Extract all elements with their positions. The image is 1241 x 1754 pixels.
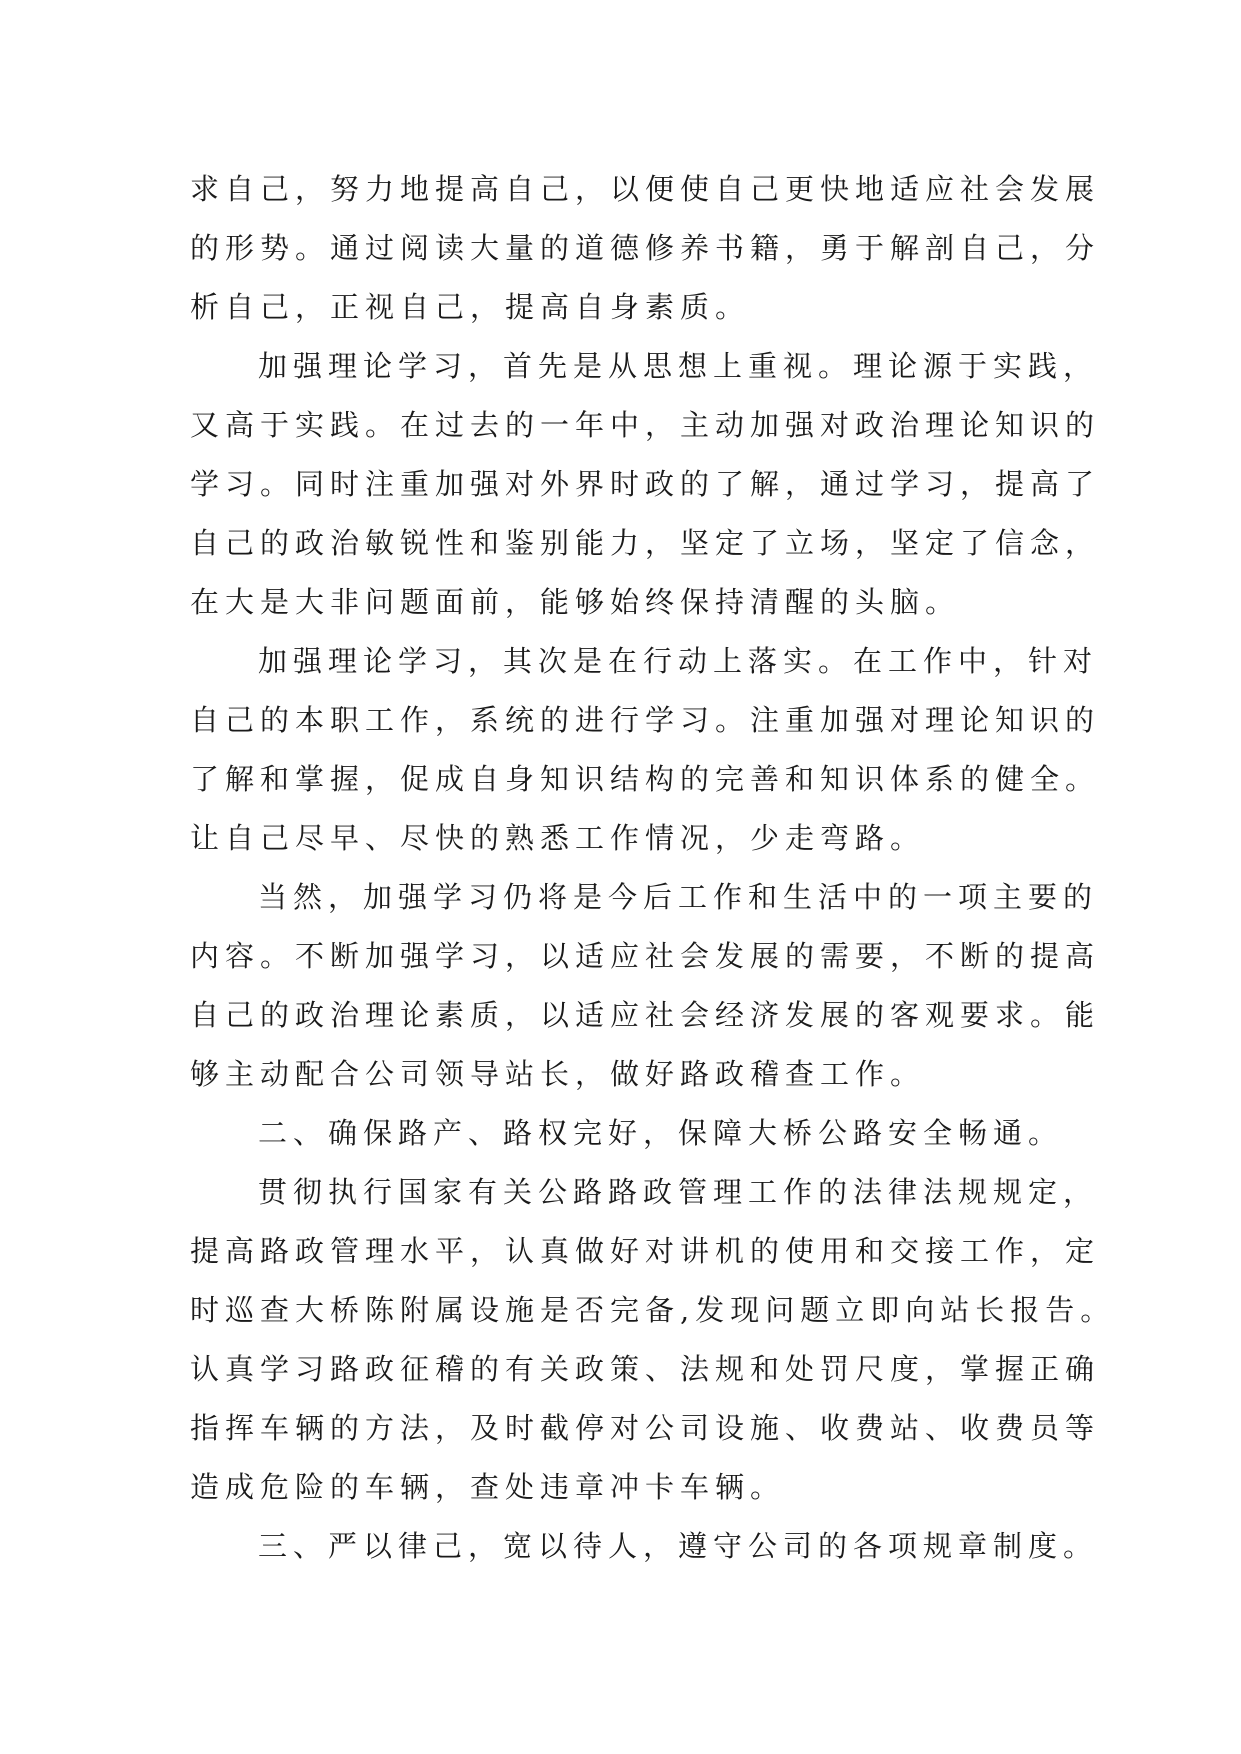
text-line: 二、确保路产、路权完好，保障大桥公路安全畅通。 bbox=[258, 1116, 1064, 1150]
text-line: 自己的政治敏锐性和鉴别能力，坚定了立场，坚定了信念， bbox=[190, 526, 1101, 560]
text-line: 学习。同时注重加强对外界时政的了解，通过学习，提高了 bbox=[190, 467, 1101, 501]
document-body bbox=[190, 160, 1116, 1576]
text-line: 内容。不断加强学习，以适应社会发展的需要，不断的提高 bbox=[190, 939, 1101, 973]
text-line: 够主动配合公司领导站长，做好路政稽查工作。 bbox=[190, 1057, 926, 1091]
text-line: 析自己，正视自己，提高自身素质。 bbox=[190, 290, 751, 324]
text-line: 三、严以律己，宽以待人，遵守公司的各项规章制度。 bbox=[258, 1529, 1099, 1563]
text-line: 时巡查大桥陈附属设施是否完备,发现问题立即向站长报告。 bbox=[190, 1293, 1116, 1327]
text-line: 当然，加强学习仍将是今后工作和生活中的一项主要的 bbox=[258, 880, 1099, 914]
text-line: 在大是大非问题面前，能够始终保持清醒的头脑。 bbox=[190, 585, 961, 619]
text-line: 了解和掌握，促成自身知识结构的完善和知识体系的健全。 bbox=[190, 762, 1101, 796]
text-line: 又高于实践。在过去的一年中，主动加强对政治理论知识的 bbox=[190, 408, 1101, 442]
text-line: 认真学习路政征稽的有关政策、法规和处罚尺度，掌握正确 bbox=[190, 1352, 1101, 1386]
text-line: 指挥车辆的方法，及时截停对公司设施、收费站、收费员等 bbox=[190, 1411, 1101, 1445]
text-line: 的形势。通过阅读大量的道德修养书籍，勇于解剖自己，分 bbox=[190, 231, 1101, 265]
text-line: 自己的政治理论素质，以适应社会经济发展的客观要求。能 bbox=[190, 998, 1101, 1032]
text-line: 造成危险的车辆，查处违章冲卡车辆。 bbox=[190, 1470, 786, 1504]
text-line: 加强理论学习，其次是在行动上落实。在工作中，针对 bbox=[258, 644, 1099, 678]
text-line: 求自己，努力地提高自己，以便使自己更快地适应社会发展 bbox=[190, 172, 1101, 206]
text-line: 加强理论学习，首先是从思想上重视。理论源于实践， bbox=[258, 349, 1099, 383]
text-line: 贯彻执行国家有关公路路政管理工作的法律法规规定， bbox=[258, 1175, 1099, 1209]
text-line: 让自己尽早、尽快的熟悉工作情况，少走弯路。 bbox=[190, 821, 926, 855]
text-line: 提高路政管理水平，认真做好对讲机的使用和交接工作，定 bbox=[190, 1234, 1101, 1268]
text-line: 自己的本职工作，系统的进行学习。注重加强对理论知识的 bbox=[190, 703, 1101, 737]
